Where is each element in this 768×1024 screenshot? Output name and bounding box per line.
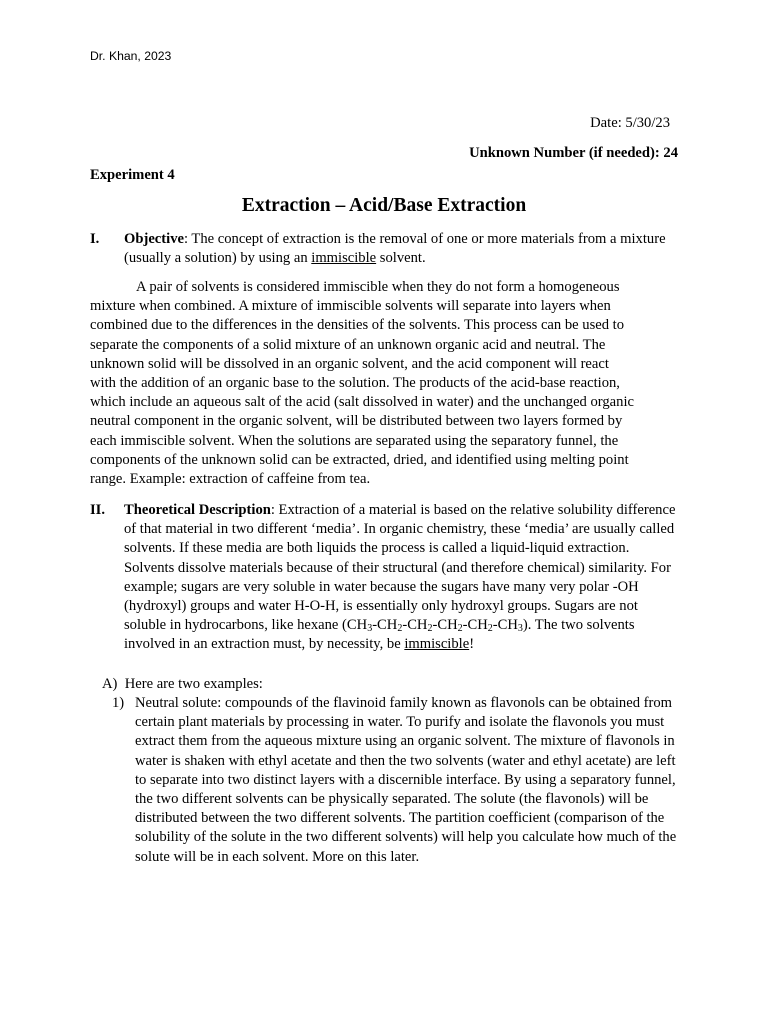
- hexane-formula: [347, 617, 523, 633]
- theory-text-mid: ). The two solvents involved in an extraction must, by necessity, be: [124, 617, 635, 653]
- examples-heading: A) Here are two examples:: [102, 676, 263, 692]
- formula-part: -CH: [432, 617, 458, 634]
- formula-part: -CH: [492, 617, 518, 634]
- intro-paragraph: A pair of solvents is considered immiscible when they do not form a homogeneous mixture when combined. A mixture of immiscible solvents will separate into layers when combined due to the differences in the densities of the solvents. This process can be used to separate the components of a solid mixture of an unknown organic acid and neutral. The unknown solid will be dissolved in an organic solvent, and the acid component will react with the addition of an organic base to the solution. The products of the acid-base reaction, which include an aqueous salt of the acid (salt dissolved in water) and the unchanged organic neutral component in the organic solvent, will be distributed between two layers formed by each immiscible solvent. When the solutions are separated using the separatory funnel, the components of the unknown solid can be extracted, dried, and identified using melting point range. Example: extraction of caffeine from tea.: [90, 279, 634, 488]
- objective-number: I.: [90, 231, 100, 247]
- formula-part: -CH: [462, 617, 488, 634]
- formula-subscript: 2: [487, 623, 493, 635]
- document-title: Extraction – Acid/Base Extraction: [241, 195, 527, 216]
- example-item-number: 1): [112, 695, 125, 711]
- date-line: Date: 5/30/23: [590, 115, 670, 131]
- theory-text: : Extraction of a material is based on the relative solubility difference of that material in two different ‘media’. In organic chemistry, these ‘media’ are usually called solvents. If these media are both liquids the process is called a liquid-liquid extraction. Solvents dissolve materials because of their structural (and therefore chemical) similarity. For example; sugars are very soluble in water because the sugars have many very polar -OH (hydroxyl) groups and water H-O-H, is essentially only hydroxyl groups. Sugars are not soluble in hydrocarbons, like hexane (: [124, 502, 676, 634]
- formula-subscript: 2: [457, 623, 463, 635]
- formula-subscript: 3: [517, 623, 523, 635]
- theory-number: II.: [90, 502, 106, 518]
- objective-underlined-term: immiscible: [311, 250, 377, 267]
- theory-heading: Theoretical Description: [124, 502, 271, 518]
- objective-text-end: solvent.: [376, 250, 426, 267]
- formula-subscript: 3: [367, 623, 373, 635]
- objective-section: [90, 230, 678, 268]
- formula-subscript: 2: [427, 623, 433, 635]
- unknown-number: Unknown Number (if needed): 24: [469, 145, 678, 161]
- header-note: Dr. Khan, 2023: [90, 49, 172, 63]
- formula-part: CH: [346, 617, 368, 634]
- theory-text-end: !: [469, 636, 475, 653]
- objective-text: : The concept of extraction is the removal of one or more materials from a mixture (usually a solution) by using an: [124, 231, 666, 267]
- theory-underlined-term: immiscible: [404, 636, 470, 653]
- example-item-text: Neutral solute: compounds of the flavinoid family known as flavonols can be obtained from certain plant materials by processing in water. To purify and isolate the flavonols you must extract them from the aqueous mixture using an organic solvent. The mixture of flavonols in water is shaken with ethyl acetate and then the two solvents (water and ethyl acetate) are left to separate into two distinct layers with a discernible interface. By using a separatory funnel, the two different solvents can be physically separated. The solute (the flavonols) will be distributed between the two different solvents. The partition coefficient (comparison of the solubility of the solute in the two different solvents) will help you calculate how much of the solute will be in each solvent. More on this later.: [135, 695, 677, 865]
- formula-subscript: 2: [397, 623, 403, 635]
- experiment-label: Experiment 4: [90, 167, 175, 183]
- objective-heading: Objective: [124, 231, 184, 247]
- formula-part: -CH: [402, 617, 428, 634]
- example-item: [112, 694, 682, 867]
- theory-section: [90, 501, 678, 655]
- objective-body: [124, 230, 678, 268]
- formula-part: -CH: [372, 617, 398, 634]
- theory-body: [124, 501, 678, 655]
